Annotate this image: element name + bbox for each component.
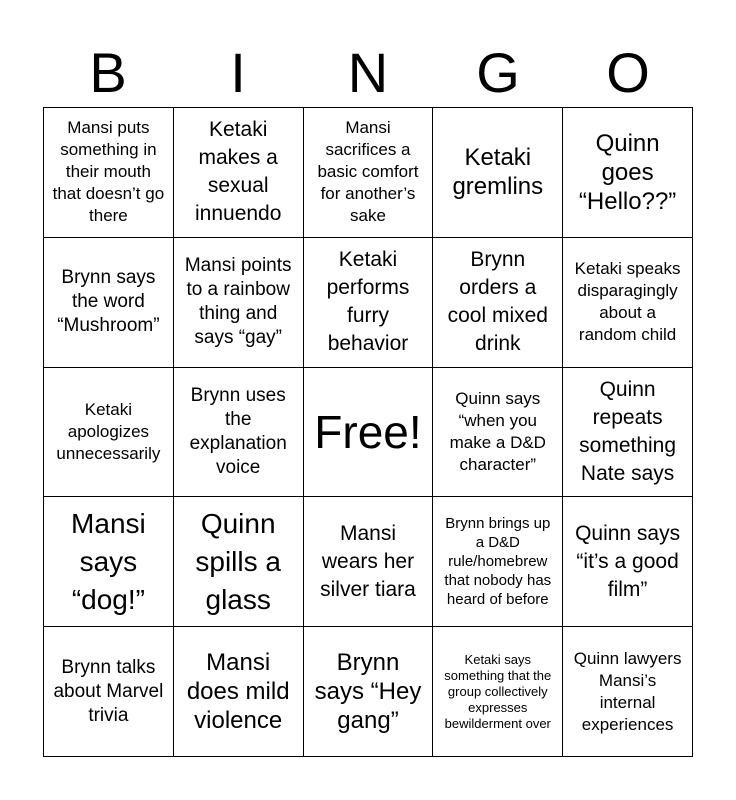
cell-text: Ketaki speaks disparagingly about a random child: [574, 259, 681, 345]
bingo-cell-r1c1[interactable]: [44, 108, 174, 238]
cell-text: Mansi sacrifices a basic comfort for another’s sake: [317, 118, 419, 226]
cell-text: Brynn says the word “Mushroom”: [57, 267, 160, 337]
bingo-header: [43, 40, 693, 106]
bingo-cell-r1c3[interactable]: [304, 108, 434, 238]
cell-text: Quinn says “when you make a D&D character”: [449, 388, 546, 474]
cell-text: Quinn spills a glass: [195, 507, 281, 615]
cell-text: Quinn goes “Hello??”: [578, 129, 677, 215]
cell-text: Quinn says “it’s a good film”: [575, 521, 681, 601]
bingo-cell-r3c4[interactable]: [433, 368, 563, 498]
cell-text: Mansi does mild violence: [186, 649, 290, 735]
cell-text: Brynn orders a cool mixed drink: [447, 248, 548, 356]
bingo-cell-r3c2[interactable]: [174, 368, 304, 498]
cell-text: Mansi points to a rainbow thing and says “gay”: [184, 255, 292, 349]
bingo-cell-r4c5[interactable]: [563, 497, 693, 627]
cell-text: Ketaki makes a sexual innuendo: [194, 118, 282, 226]
header-letter-o: O: [606, 41, 650, 104]
cell-text: Ketaki performs furry behavior: [326, 248, 410, 356]
bingo-cell-r5c5[interactable]: [563, 627, 693, 757]
bingo-cell-r4c4[interactable]: [433, 497, 563, 627]
cell-text: Ketaki apologizes unnecessarily: [56, 399, 161, 463]
bingo-cell-r4c2[interactable]: [174, 497, 304, 627]
bingo-cell-r2c1[interactable]: [44, 238, 174, 368]
cell-text: Brynn brings up a D&D rule/homebrew that nobody has heard of before: [444, 515, 552, 609]
bingo-cell-r5c1[interactable]: [44, 627, 174, 757]
bingo-cell-r3c5[interactable]: [563, 368, 693, 498]
cell-text: Brynn talks about Marvel trivia: [53, 656, 164, 726]
header-letter-n: N: [347, 41, 389, 104]
bingo-cell-r1c5[interactable]: [563, 108, 693, 238]
bingo-cell-r1c4[interactable]: [433, 108, 563, 238]
header-letter-g: G: [476, 41, 520, 104]
cell-text: Brynn uses the explanation voice: [189, 384, 287, 478]
cell-text: Ketaki gremlins: [452, 144, 544, 201]
bingo-cell-r4c3[interactable]: [304, 497, 434, 627]
cell-text: Mansi says “dog!”: [71, 507, 146, 615]
cell-text: Brynn says “Hey gang”: [314, 649, 422, 735]
bingo-cell-r2c3[interactable]: [304, 238, 434, 368]
bingo-cell-r1c2[interactable]: [174, 108, 304, 238]
bingo-cell-r5c2[interactable]: [174, 627, 304, 757]
cell-text: Quinn lawyers Mansi’s internal experiences: [573, 648, 682, 734]
free-space-text: Free!: [314, 405, 422, 458]
bingo-cell-r2c5[interactable]: [563, 238, 693, 368]
bingo-cell-r4c1[interactable]: [44, 497, 174, 627]
cell-text: Ketaki says something that the group collectively expresses bewilderment over: [444, 651, 552, 731]
bingo-cell-r2c4[interactable]: [433, 238, 563, 368]
bingo-grid: [43, 107, 693, 757]
bingo-cell-r3c1[interactable]: [44, 368, 174, 498]
header-letter-i: I: [230, 41, 246, 104]
bingo-cell-r5c4[interactable]: [433, 627, 563, 757]
cell-text: Mansi puts something in their mouth that doesn’t go there: [52, 118, 165, 226]
header-letter-b: B: [89, 41, 127, 104]
bingo-cell-r2c2[interactable]: [174, 238, 304, 368]
cell-text: Mansi wears her silver tiara: [320, 521, 416, 601]
bingo-cell-r5c3[interactable]: [304, 627, 434, 757]
cell-text: Quinn repeats something Nate says: [579, 377, 677, 485]
bingo-cell-free[interactable]: [304, 368, 434, 498]
